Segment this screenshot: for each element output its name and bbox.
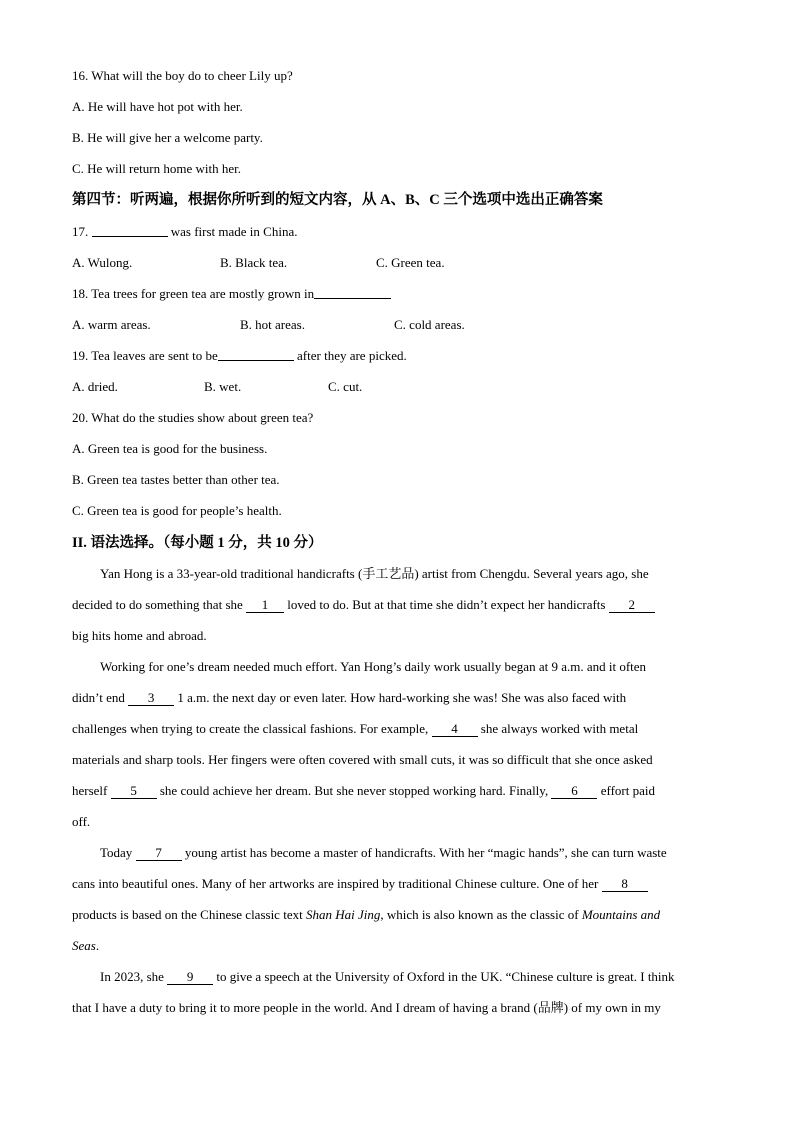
passage-text: herself (72, 783, 108, 798)
passage-italic-title: Mountains and (581, 907, 661, 922)
passage-text: products is based on the Chinese classic text (72, 907, 303, 922)
passage-line-2 (72, 597, 655, 613)
section2-title: II. 语法选择。（每小题 1 分，共 10 分） (72, 535, 323, 551)
q17-stem (72, 224, 297, 240)
q18-option-a: A. warm areas. (72, 317, 151, 332)
passage-line-4: Working for one’s dream needed much effort. Yan Hong’s daily work usually began at 9 a.m. and it often (100, 659, 647, 674)
q16-option-c: C. He will return home with her. (72, 161, 241, 176)
q17-option-a: A. Wulong. (72, 255, 133, 270)
q19-option-b: B. wet. (204, 379, 242, 394)
q17-blank (92, 224, 168, 237)
passage-text: 1 a.m. the next day or even later. How hard-working she was! She was also faced with (177, 690, 627, 705)
q19-stem (72, 348, 407, 364)
q20-option-b: B. Green tea tastes better than other tea. (72, 472, 280, 487)
passage-text: cans into beautiful ones. Many of her artworks are inspired by traditional Chinese culture. One of her (72, 876, 599, 891)
passage-line-5 (72, 690, 626, 706)
passage-italic-title: Shan Hai Jing (305, 907, 381, 922)
passage-line-13 (72, 938, 99, 954)
passage-line-8 (72, 783, 655, 799)
passage-text: young artist has become a master of handicrafts. With her “magic hands”, she can turn waste (184, 845, 667, 860)
blank-8: 8 (602, 877, 648, 892)
passage-text: Today (100, 845, 133, 860)
blank-4: 4 (432, 722, 478, 737)
q17-option-c: C. Green tea. (376, 255, 445, 270)
blank-2: 2 (609, 598, 655, 613)
q17-option-b: B. Black tea. (220, 255, 288, 270)
passage-text: to give a speech at the University of Oxford in the UK. “Chinese culture is great. I think (216, 969, 675, 984)
passage-text: decided to do something that she (72, 597, 243, 612)
passage-line-7: materials and sharp tools. Her fingers were often covered with small cuts, it was so difficult that she once asked (72, 752, 653, 767)
q16-option-b: B. He will give her a welcome party. (72, 130, 263, 145)
passage-text: didn’t end (72, 690, 125, 705)
passage-text: loved to do. But at that time she didn’t expect her handicrafts (287, 597, 606, 612)
blank-3: 3 (128, 691, 174, 706)
q20-stem: 20. What do the studies show about green tea? (72, 410, 314, 425)
blank-9: 9 (167, 970, 213, 985)
q17-number: 17. (72, 224, 89, 239)
q20-option-a: A. Green tea is good for the business. (72, 441, 268, 456)
passage-text: challenges when trying to create the classical fashions. For example, (72, 721, 429, 736)
q18-text: 18. Tea trees for green tea are mostly grown in (72, 286, 315, 301)
blank-1: 1 (246, 598, 284, 613)
q19-option-c: C. cut. (328, 379, 363, 394)
passage-line-12 (72, 907, 660, 923)
passage-line-1: Yan Hong is a 33-year-old traditional handicrafts (手工艺品) artist from Chengdu. Several years ago, she (100, 566, 649, 581)
q19-blank (218, 348, 294, 361)
passage-line-11 (72, 876, 648, 892)
q18-blank (314, 286, 391, 299)
passage-text: , which is also known as the classic of (380, 907, 579, 922)
passage-text: In 2023, she (100, 969, 164, 984)
blank-7: 7 (136, 846, 182, 861)
blank-6: 6 (551, 784, 597, 799)
section4-title: 第四节：听两遍，根据你所听到的短文内容，从 A、B、C 三个选项中选出正确答案 (72, 192, 603, 208)
passage-text: she always worked with metal (480, 721, 639, 736)
passage-text: she could achieve her dream. But she never stopped working hard. Finally, (159, 783, 549, 798)
passage-text: . (95, 938, 100, 953)
q16-option-a: A. He will have hot pot with her. (72, 99, 243, 114)
q17-text: was first made in China. (170, 224, 298, 239)
passage-line-14 (100, 969, 675, 985)
q18-stem (72, 286, 391, 302)
q18-option-c: C. cold areas. (394, 317, 465, 332)
q19-text-pre: 19. Tea leaves are sent to be (72, 348, 218, 363)
passage-line-6 (72, 721, 638, 737)
passage-line-10 (100, 845, 667, 861)
passage-line-15: that I have a duty to bring it to more people in the world. And I dream of having a brand (品牌) of my own in my (72, 1000, 661, 1015)
passage-italic-title: Seas (72, 938, 96, 953)
passage-line-9: off. (72, 814, 91, 829)
passage-line-3: big hits home and abroad. (72, 628, 207, 643)
q20-option-c: C. Green tea is good for people’s health. (72, 503, 282, 518)
q19-option-a: A. dried. (72, 379, 118, 394)
passage-text: effort paid (600, 783, 655, 798)
q16-stem: 16. What will the boy do to cheer Lily up? (72, 68, 293, 83)
q18-option-b: B. hot areas. (240, 317, 305, 332)
q19-text-post: after they are picked. (297, 348, 407, 363)
blank-5: 5 (111, 784, 157, 799)
